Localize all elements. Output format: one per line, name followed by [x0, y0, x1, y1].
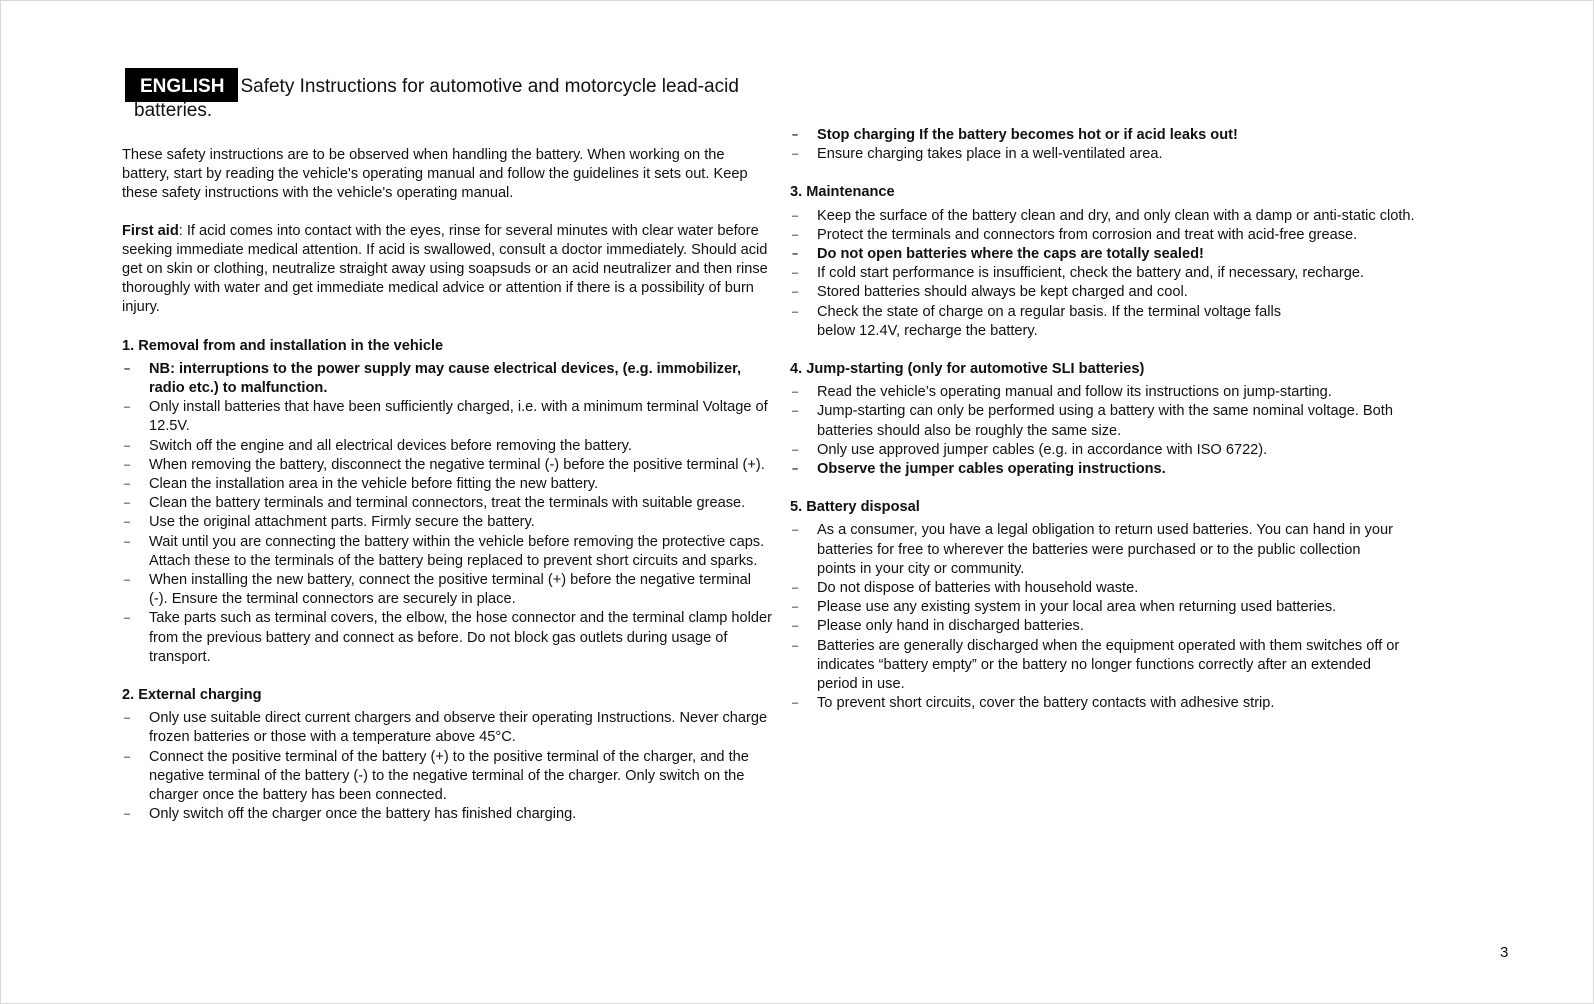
list-item: – Jump-starting can only be performed using a battery with the same nominal voltage. Both batteries should also be roughly the same size. — [790, 402, 1407, 440]
jump-list — [790, 383, 1480, 479]
section-heading: 5. Battery disposal — [790, 499, 920, 516]
list-item: – Check the state of charge on a regular basis. If the terminal voltage falls below 12.4V, recharge the battery. — [790, 303, 1287, 341]
title-line-2: batteries. — [134, 100, 213, 121]
intro-paragraph: These safety instructions are to be observed when handling the battery. When working on the battery, start by reading the vehicle's operating manual and follow the guidelines it sets out. Keep these safety instructions with the vehicle's operating manual. — [122, 147, 748, 202]
list-item: – Ensure charging takes place in a well-ventilated area. — [790, 145, 1480, 164]
section-charging — [122, 686, 772, 824]
title-line-1: Safety Instructions for automotive and motorcycle lead-acid — [240, 76, 739, 97]
list-item: – Do not dispose of batteries with household waste. — [790, 579, 1400, 598]
first-aid-label: First aid — [122, 222, 179, 239]
list-item: – Keep the surface of the battery clean and dry, and only clean with a damp or anti-static cloth. — [790, 207, 1480, 226]
left-column — [122, 68, 772, 825]
list-item: – As a consumer, you have a legal obligation to return used batteries. You can hand in your batteries for free to wherever the batteries were purchased or to the public collection points in your city or community. — [790, 521, 1400, 579]
list-item: – Connect the positive terminal of the battery (+) to the positive terminal of the charger, and the negative terminal of the battery (-) to the negative terminal of the charger. Only switch on the charger once the battery has been connected. — [122, 748, 772, 806]
section-maintenance — [790, 183, 1480, 341]
list-item: – Please only hand in discharged batteries. — [790, 617, 1400, 636]
section-heading: 1. Removal from and installation in the vehicle — [122, 337, 444, 354]
list-item: – Only use suitable direct current chargers and observe their operating Instructions. Never charge frozen batteries or those with a temperature above 45°C. — [122, 709, 772, 747]
section-jump-starting — [790, 360, 1480, 479]
list-item: – Batteries are generally discharged when the equipment operated with them switches off or indicates “battery empty” or the battery no longer functions correctly after an extended period in use. — [790, 637, 1400, 695]
charging-list — [122, 709, 772, 824]
list-item: – When installing the new battery, connect the positive terminal (+) before the negative terminal (-). Ensure the terminal connectors are securely in place. — [122, 571, 772, 609]
section-heading: 2. External charging — [122, 687, 262, 704]
first-aid-paragraph — [122, 222, 772, 318]
list-item: – Observe the jumper cables operating instructions. — [790, 460, 1480, 479]
removal-list — [122, 360, 772, 667]
list-item: – Clean the battery terminals and terminal connectors, treat the terminals with suitable grease. — [122, 494, 772, 513]
list-item: – Read the vehicle’s operating manual and follow its instructions on jump-starting. — [790, 383, 1480, 402]
list-item: – Do not open batteries where the caps are totally sealed! — [790, 245, 1480, 264]
page-number: 3 — [1500, 944, 1509, 961]
list-item: – Only install batteries that have been sufficiently charged, i.e. with a minimum terminal Voltage of 12.5V. — [122, 398, 772, 436]
list-item: – Stop charging If the battery becomes hot or if acid leaks out! — [790, 126, 1480, 145]
right-column — [790, 126, 1480, 713]
section-disposal — [790, 498, 1480, 713]
list-item: – Only switch off the charger once the battery has finished charging. — [122, 805, 772, 824]
list-item: – NB: interruptions to the power supply may cause electrical devices, (e.g. immobilizer, radio etc.) to malfunction. — [122, 360, 772, 398]
list-item: – Protect the terminals and connectors from corrosion and treat with acid-free grease. — [790, 226, 1480, 245]
section-heading: 4. Jump-starting (only for automotive SLI batteries) — [790, 361, 1145, 378]
charging-list-continued — [790, 126, 1480, 164]
list-item: – Please use any existing system in your local area when returning used batteries. — [790, 598, 1400, 617]
list-item: – Switch off the engine and all electrical devices before removing the battery. — [122, 437, 772, 456]
list-item: – To prevent short circuits, cover the battery contacts with adhesive strip. — [790, 694, 1400, 713]
language-badge: ENGLISH — [125, 68, 238, 102]
list-item: – Take parts such as terminal covers, the elbow, the hose connector and the terminal clamp holder from the previous battery and connect as before. Do not block gas outlets during usage of transport. — [122, 609, 772, 667]
list-item: – Only use approved jumper cables (e.g. in accordance with ISO 6722). — [790, 441, 1480, 460]
list-item: – Stored batteries should always be kept charged and cool. — [790, 283, 1480, 302]
list-item: – If cold start performance is insufficient, check the battery and, if necessary, recharge. — [790, 264, 1480, 283]
document-title — [122, 68, 772, 124]
list-item: – When removing the battery, disconnect the negative terminal (-) before the positive terminal (+). — [122, 456, 772, 475]
disposal-list — [790, 521, 1400, 713]
list-item: – Wait until you are connecting the battery within the vehicle before removing the protective caps. Attach these to the terminals of the battery being replaced to prevent short circuits and sparks. — [122, 533, 772, 571]
maintenance-list — [790, 207, 1480, 341]
first-aid-text: : If acid comes into contact with the eyes, rinse for several minutes with clear water before seeking immediate medical attention. If acid is swallowed, consult a doctor immediately. Should acid get on skin or clothing, neutralize straight away using soapsuds or an acid neutralizer and then rinse thoroughly with water and get immediate medical advice or attention if there is a possibility of burn injury. — [122, 222, 768, 316]
list-item: – Clean the installation area in the vehicle before fitting the new battery. — [122, 475, 772, 494]
list-item: – Use the original attachment parts. Firmly secure the battery. — [122, 513, 772, 532]
section-heading: 3. Maintenance — [790, 184, 895, 201]
section-removal — [122, 337, 772, 667]
